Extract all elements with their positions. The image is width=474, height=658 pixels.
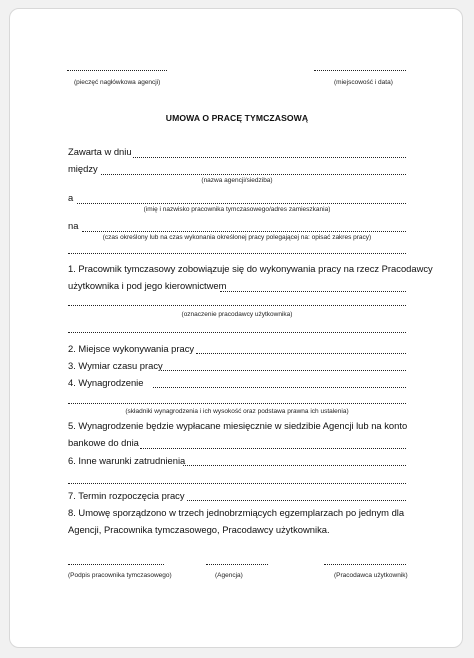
place-date-line [314,70,406,71]
clause-6-line [183,465,406,466]
salary-caption: (składniki wynagrodzenia i ich wysokość oraz podstawa prawna ich ustalenia) [125,408,349,415]
worker-signature-caption: (Podpis pracownika tymczasowego) [68,572,172,579]
employer-signature-line [324,564,406,565]
clause-6-extra-line [68,483,406,484]
clause-8-line-1: 8. Umowę sporządzono w trzech jednobrzmiących egzemplarzach po jednym dla [68,507,405,518]
clause-1-line-1: 1. Pracownik tymczasowy zobowiązuje się do wykonywania pracy na rzecz Pracodawcy [68,263,433,274]
clause-2-line [196,353,406,354]
clause-3: 3. Wymiar czasu pracy [68,360,163,371]
between-label: między [68,163,98,174]
clause-5-line [140,448,406,449]
worker-signature-line [68,564,164,565]
clause-7: 7. Termin rozpoczęcia pracy [68,490,185,501]
document-title: UMOWA O PRACĘ TYMCZASOWĄ [165,113,309,123]
clause-5-line-1: 5. Wynagrodzenie będzie wypłacane miesięcznie w siedzibie Agencji lub na konto [68,420,408,431]
document-page [9,8,463,648]
employer-signature-caption: (Pracodawca użytkownik) [334,572,408,579]
worker-line [77,203,406,204]
period-line [82,231,406,232]
clause-4: 4. Wynagrodzenie [68,377,144,388]
clause-7-line [187,500,406,501]
clause-3-line [161,370,406,371]
for-label: na [68,220,79,231]
and-label: a [68,192,74,203]
agency-caption: (nazwa agencji/siedziba) [201,177,273,184]
clause-8-line-2: Agencji, Pracownika tymczasowego, Pracodawcy użytkownika. [68,524,330,535]
concluded-label: Zawarta w dniu [68,146,132,157]
clause-4-line [153,387,406,388]
worker-caption: (imię i nazwisko pracownika tymczasowego/adres zamieszkania) [143,206,331,213]
agency-signature-line [206,564,268,565]
place-date-caption: (miejscowość i data) [334,79,393,86]
stamp-caption: (pieczęć nagłówkowa agencji) [74,79,161,86]
salary-line [68,403,406,404]
clause-1-extra-line [68,332,406,333]
employer-caption: (oznaczenie pracodawcy użytkownika) [181,311,293,318]
stamp-line [67,70,167,71]
employer-line [68,305,406,306]
concluded-date-line [133,157,406,158]
agency-line [101,174,406,175]
period-line-2 [68,253,406,254]
clause-1-line-2: użytkownika i pod jego kierownictwem [68,280,227,291]
clause-2: 2. Miejsce wykonywania pracy [68,343,195,354]
clause-5-line-2: bankowe do dnia [68,437,139,448]
agency-signature-caption: (Agencja) [215,572,243,579]
period-caption: (czas określony lub na czas wykonania określonej pracy polegającej na: opisać zakres pracy) [102,234,372,241]
clause-6: 6. Inne warunki zatrudnienia [68,455,186,466]
clause-1-line [220,291,406,292]
